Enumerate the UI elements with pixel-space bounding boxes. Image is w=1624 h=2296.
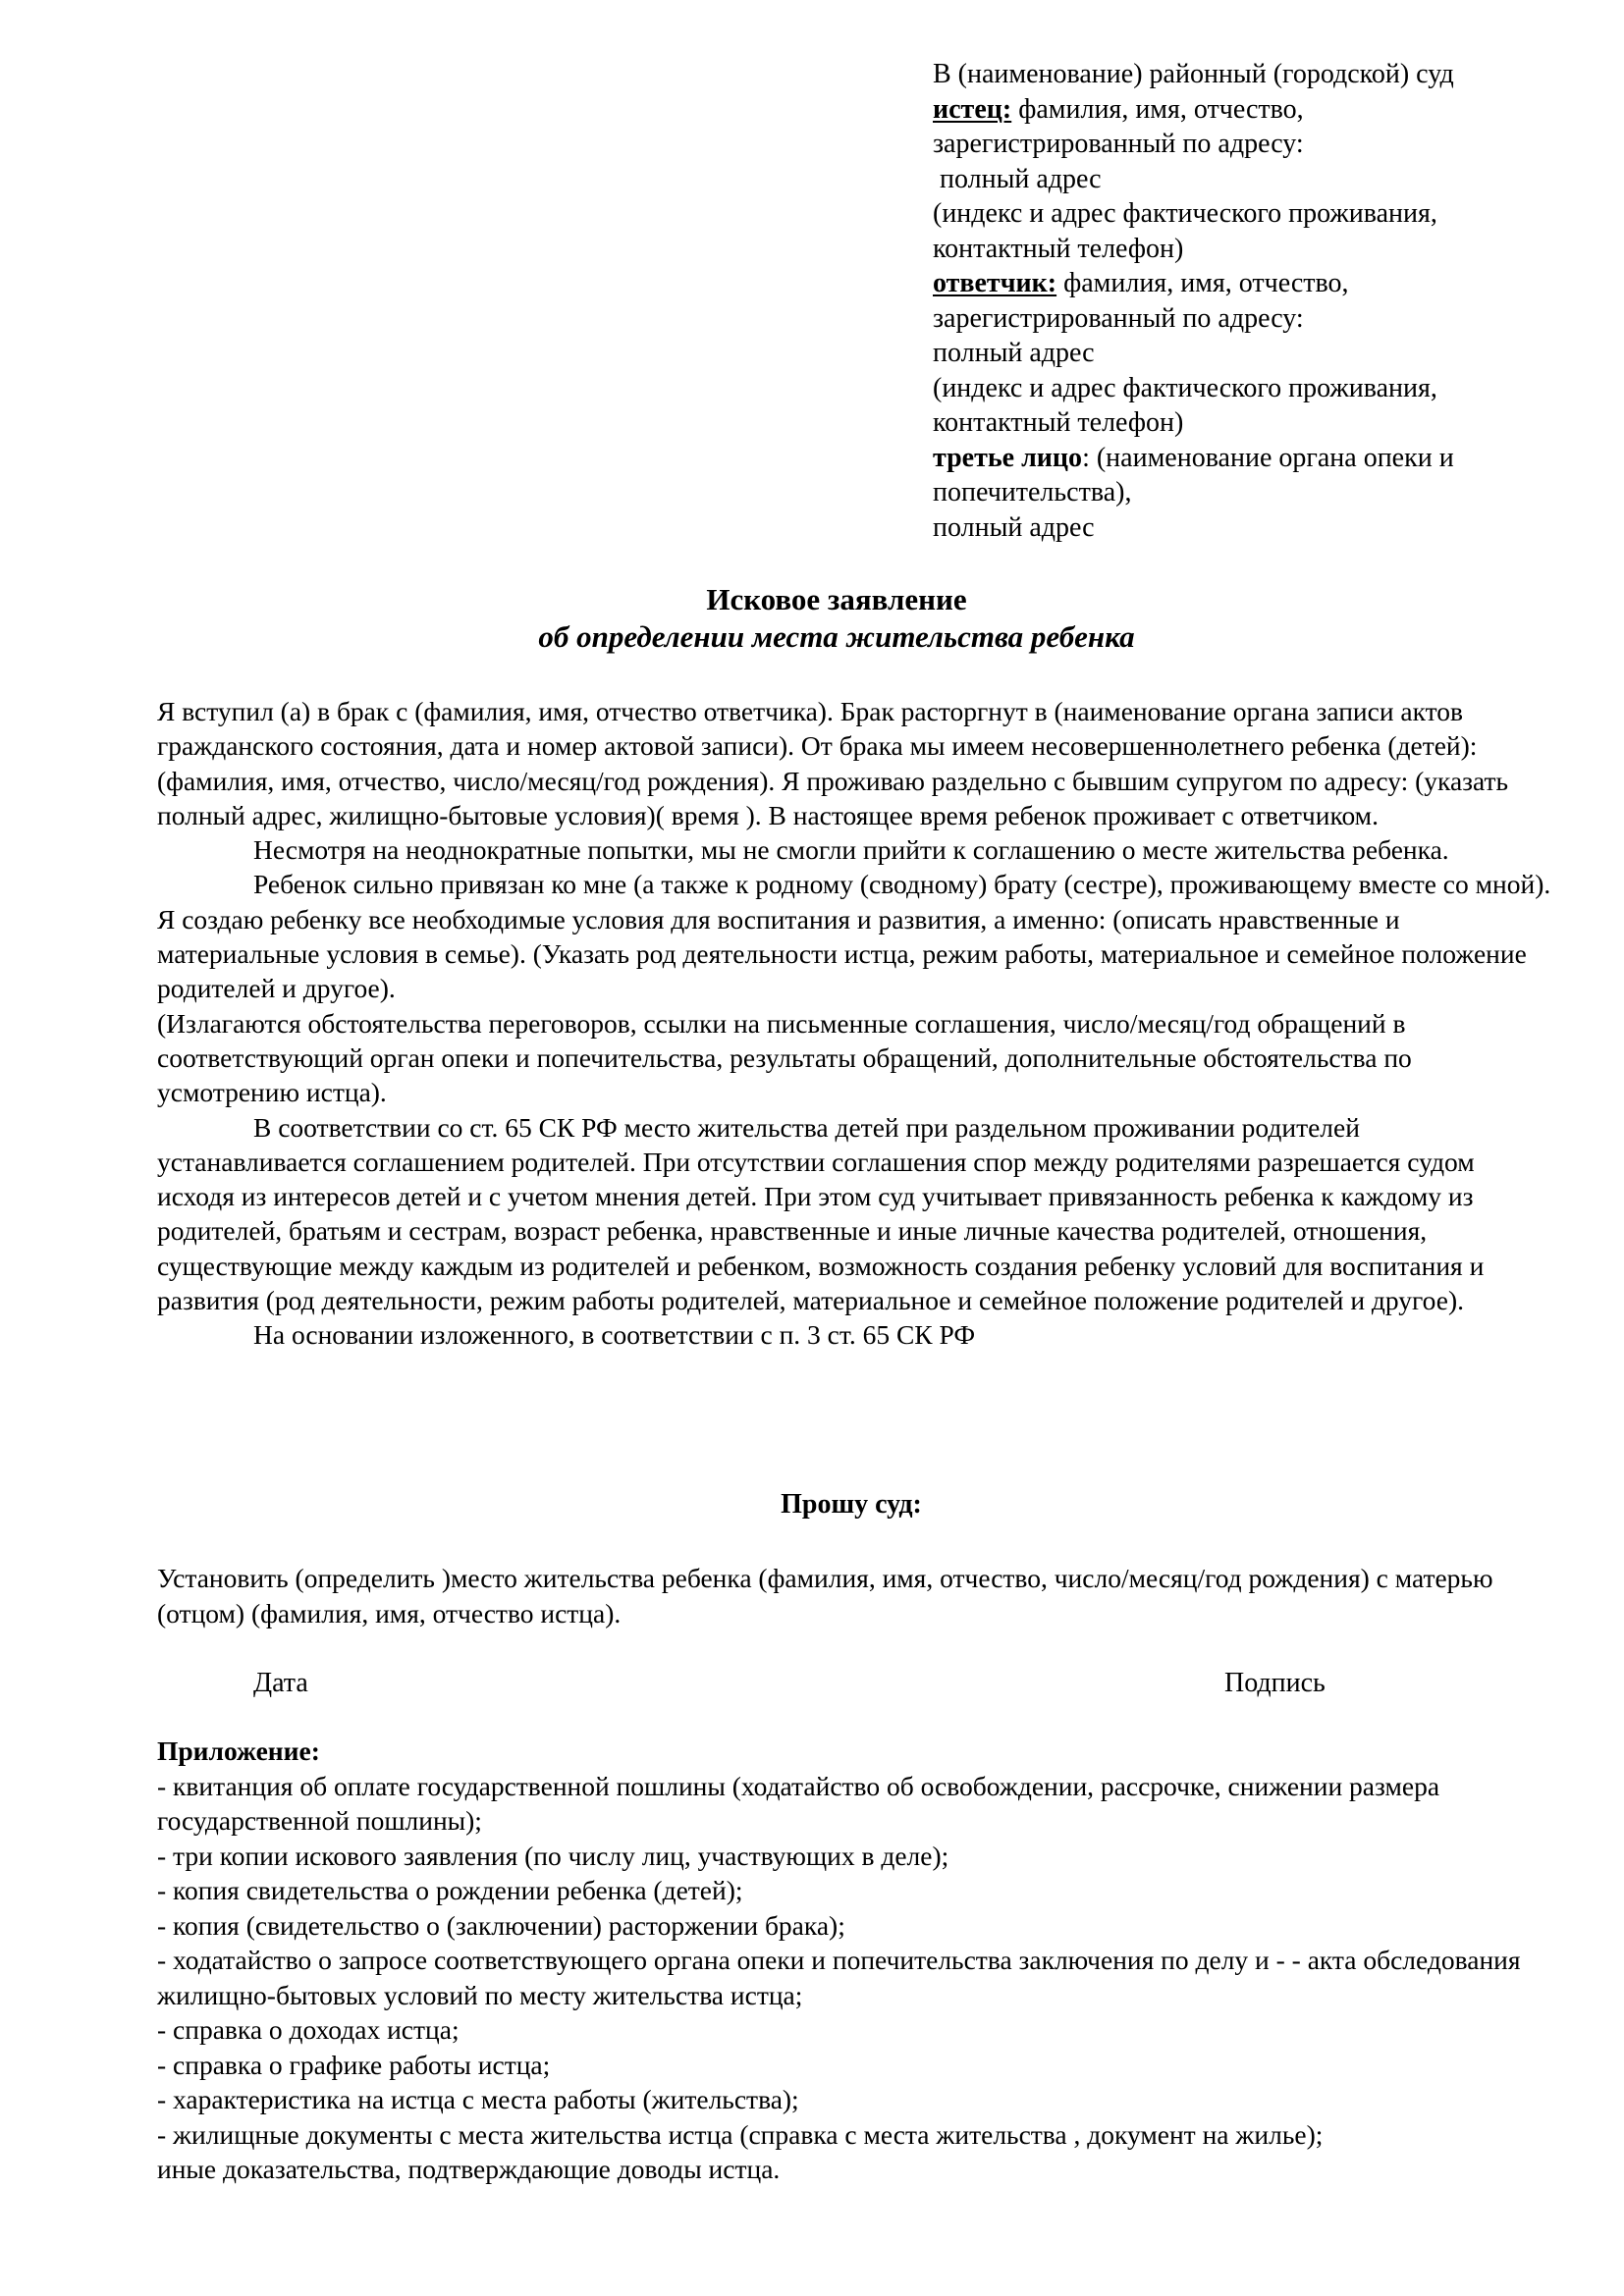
plaintiff-registered-line: зарегистрированный по адресу: — [933, 129, 1304, 159]
defendant-name-line — [933, 266, 1571, 301]
third-party-label: третье лицо — [933, 442, 1083, 473]
plaintiff-label: истец: — [933, 93, 1012, 125]
third-party-text: : (наименование органа опеки и — [1082, 442, 1454, 473]
attachment-item: - квитанция об оплате государственной пошлины (ходатайство об освобождении, рассрочке, снижении размера государственной пошлины); — [157, 1770, 1440, 1836]
attachments-heading: Приложение: — [157, 1735, 320, 1766]
signature-label: Подпись — [1224, 1668, 1326, 1698]
attachment-item: - копия (свидетельство о (заключении) расторжении брака); — [157, 1909, 845, 1941]
attachment-item: - характеристика на истца с места работы (жительства); — [157, 2084, 799, 2114]
attachments-section — [157, 1734, 1561, 2187]
attachment-item: - три копии искового заявления (по числу лиц, участвующих в деле); — [157, 1840, 949, 1871]
claim-body — [157, 694, 1551, 1353]
defendant-name-text: фамилия, имя, отчество, — [1056, 268, 1349, 298]
attachment-item: - справка о доходах истца; — [157, 2014, 460, 2045]
defendant-actual-address-line: (индекс и адрес фактического проживания, — [933, 372, 1437, 403]
body-paragraph: Я вступил (а) в брак с (фамилия, имя, отчество ответчика). Брак расторгнут в (наименование органа записи актов гражданского состояния, дата и номер актовой записи). От брака мы имеем несовершеннолетнего ребенка (детей): (фамилия, имя, отчество, число/месяц/год рождения). Я проживаю раздельно с бывшим супругом по адресу: (указать полный адрес, жилищно-бытовые условия)( время ). В настоящее время ребенок проживает с ответчиком. — [157, 696, 1509, 830]
addressee-block — [933, 57, 1571, 545]
body-paragraph: На основании изложенного, в соответствии с п. 3 ст. 65 СК РФ — [253, 1319, 976, 1351]
plaintiff-address-line: полный адрес — [940, 163, 1102, 194]
third-party-address-line: полный адрес — [933, 511, 1095, 543]
plaintiff-actual-address-line: (индекс и адрес фактического проживания, — [933, 198, 1437, 229]
court-line: В (наименование) районный (городской) суд — [933, 59, 1454, 89]
attachment-item: иные доказательства, подтверждающие доводы истца. — [157, 2154, 781, 2184]
document-subtitle: об определении места жительства ребенка — [538, 619, 1135, 654]
plaintiff-phone-line: контактный телефон) — [933, 233, 1184, 264]
plaintiff-name-text: фамилия, имя, отчество, — [1011, 93, 1304, 125]
attachment-item: - справка о графике работы истца; — [157, 2049, 551, 2080]
attachment-item: - жилищные документы с места жительства истца (справка с места жительства , документ на жилье); — [157, 2118, 1324, 2150]
date-label: Дата — [253, 1668, 308, 1698]
defendant-label: ответчик: — [933, 268, 1057, 298]
document-title: Исковое заявление — [706, 582, 967, 616]
defendant-phone-line: контактный телефон) — [933, 407, 1184, 438]
request-text: Установить (определить )место жительства ребенка (фамилия, имя, отчество, число/месяц/год рождения) с матерью (отцом) (фамилия, имя, отчество истца). — [157, 1563, 1493, 1629]
request-heading: Прошу суд: — [781, 1489, 922, 1520]
document-title-block — [0, 581, 1624, 656]
body-paragraph: Несмотря на неоднократные попытки, мы не смогли прийти к соглашению о месте жительства ребенка. — [253, 834, 1449, 866]
third-party-line — [933, 441, 1571, 476]
body-paragraph: Ребенок сильно привязан ко мне (а также к родному (сводному) брату (сестре), проживающему вместе со мной). Я создаю ребенку все необходимые условия для воспитания и развития, а именно: (описать нравственные и материальные условия в семье). (Указать род деятельности истца, режим работы, материальное и семейное положение родителей и другое). — [157, 869, 1551, 1004]
attachment-item: - ходатайство о запросе соответствующего органа опеки и попечительства заключения по делу и - - акта обследования жилищно-бытовых условий по месту жительства истца; — [157, 1945, 1521, 2010]
body-paragraph: В соответствии со ст. 65 СК РФ место жительства детей при раздельном проживании родителей устанавливается соглашением родителей. При отсутствии соглашения спор между родителями разрешается судом исходя из интересов детей и с учетом мнения детей. При этом суд учитывает привязанность ребенка к каждому из родителей, братьям и сестрам, возраст ребенка, нравственные и иные личные качества родителей, отношения, существующие между каждым из родителей и ребенком, возможность создания ребенку условий для воспитания и развития (род деятельности, режим работы родителей, материальное и семейное положение родителей и другое). — [157, 1111, 1485, 1316]
body-paragraph: (Излагаются обстоятельства переговоров, ссылки на письменные соглашения, число/месяц/год обращений в соответствующий орган опеки и попечительства, результаты обращений, дополнительные обстоятельства по усмотрению истца). — [157, 1007, 1412, 1108]
attachment-item: - копия свидетельства о рождении ребенка (детей); — [157, 1875, 743, 1905]
defendant-address-line: полный адрес — [933, 338, 1095, 368]
plaintiff-name-line — [933, 92, 1571, 128]
third-party-continuation-line: попечительства), — [933, 477, 1132, 507]
defendant-registered-line: зарегистрированный по адресу: — [933, 302, 1304, 334]
